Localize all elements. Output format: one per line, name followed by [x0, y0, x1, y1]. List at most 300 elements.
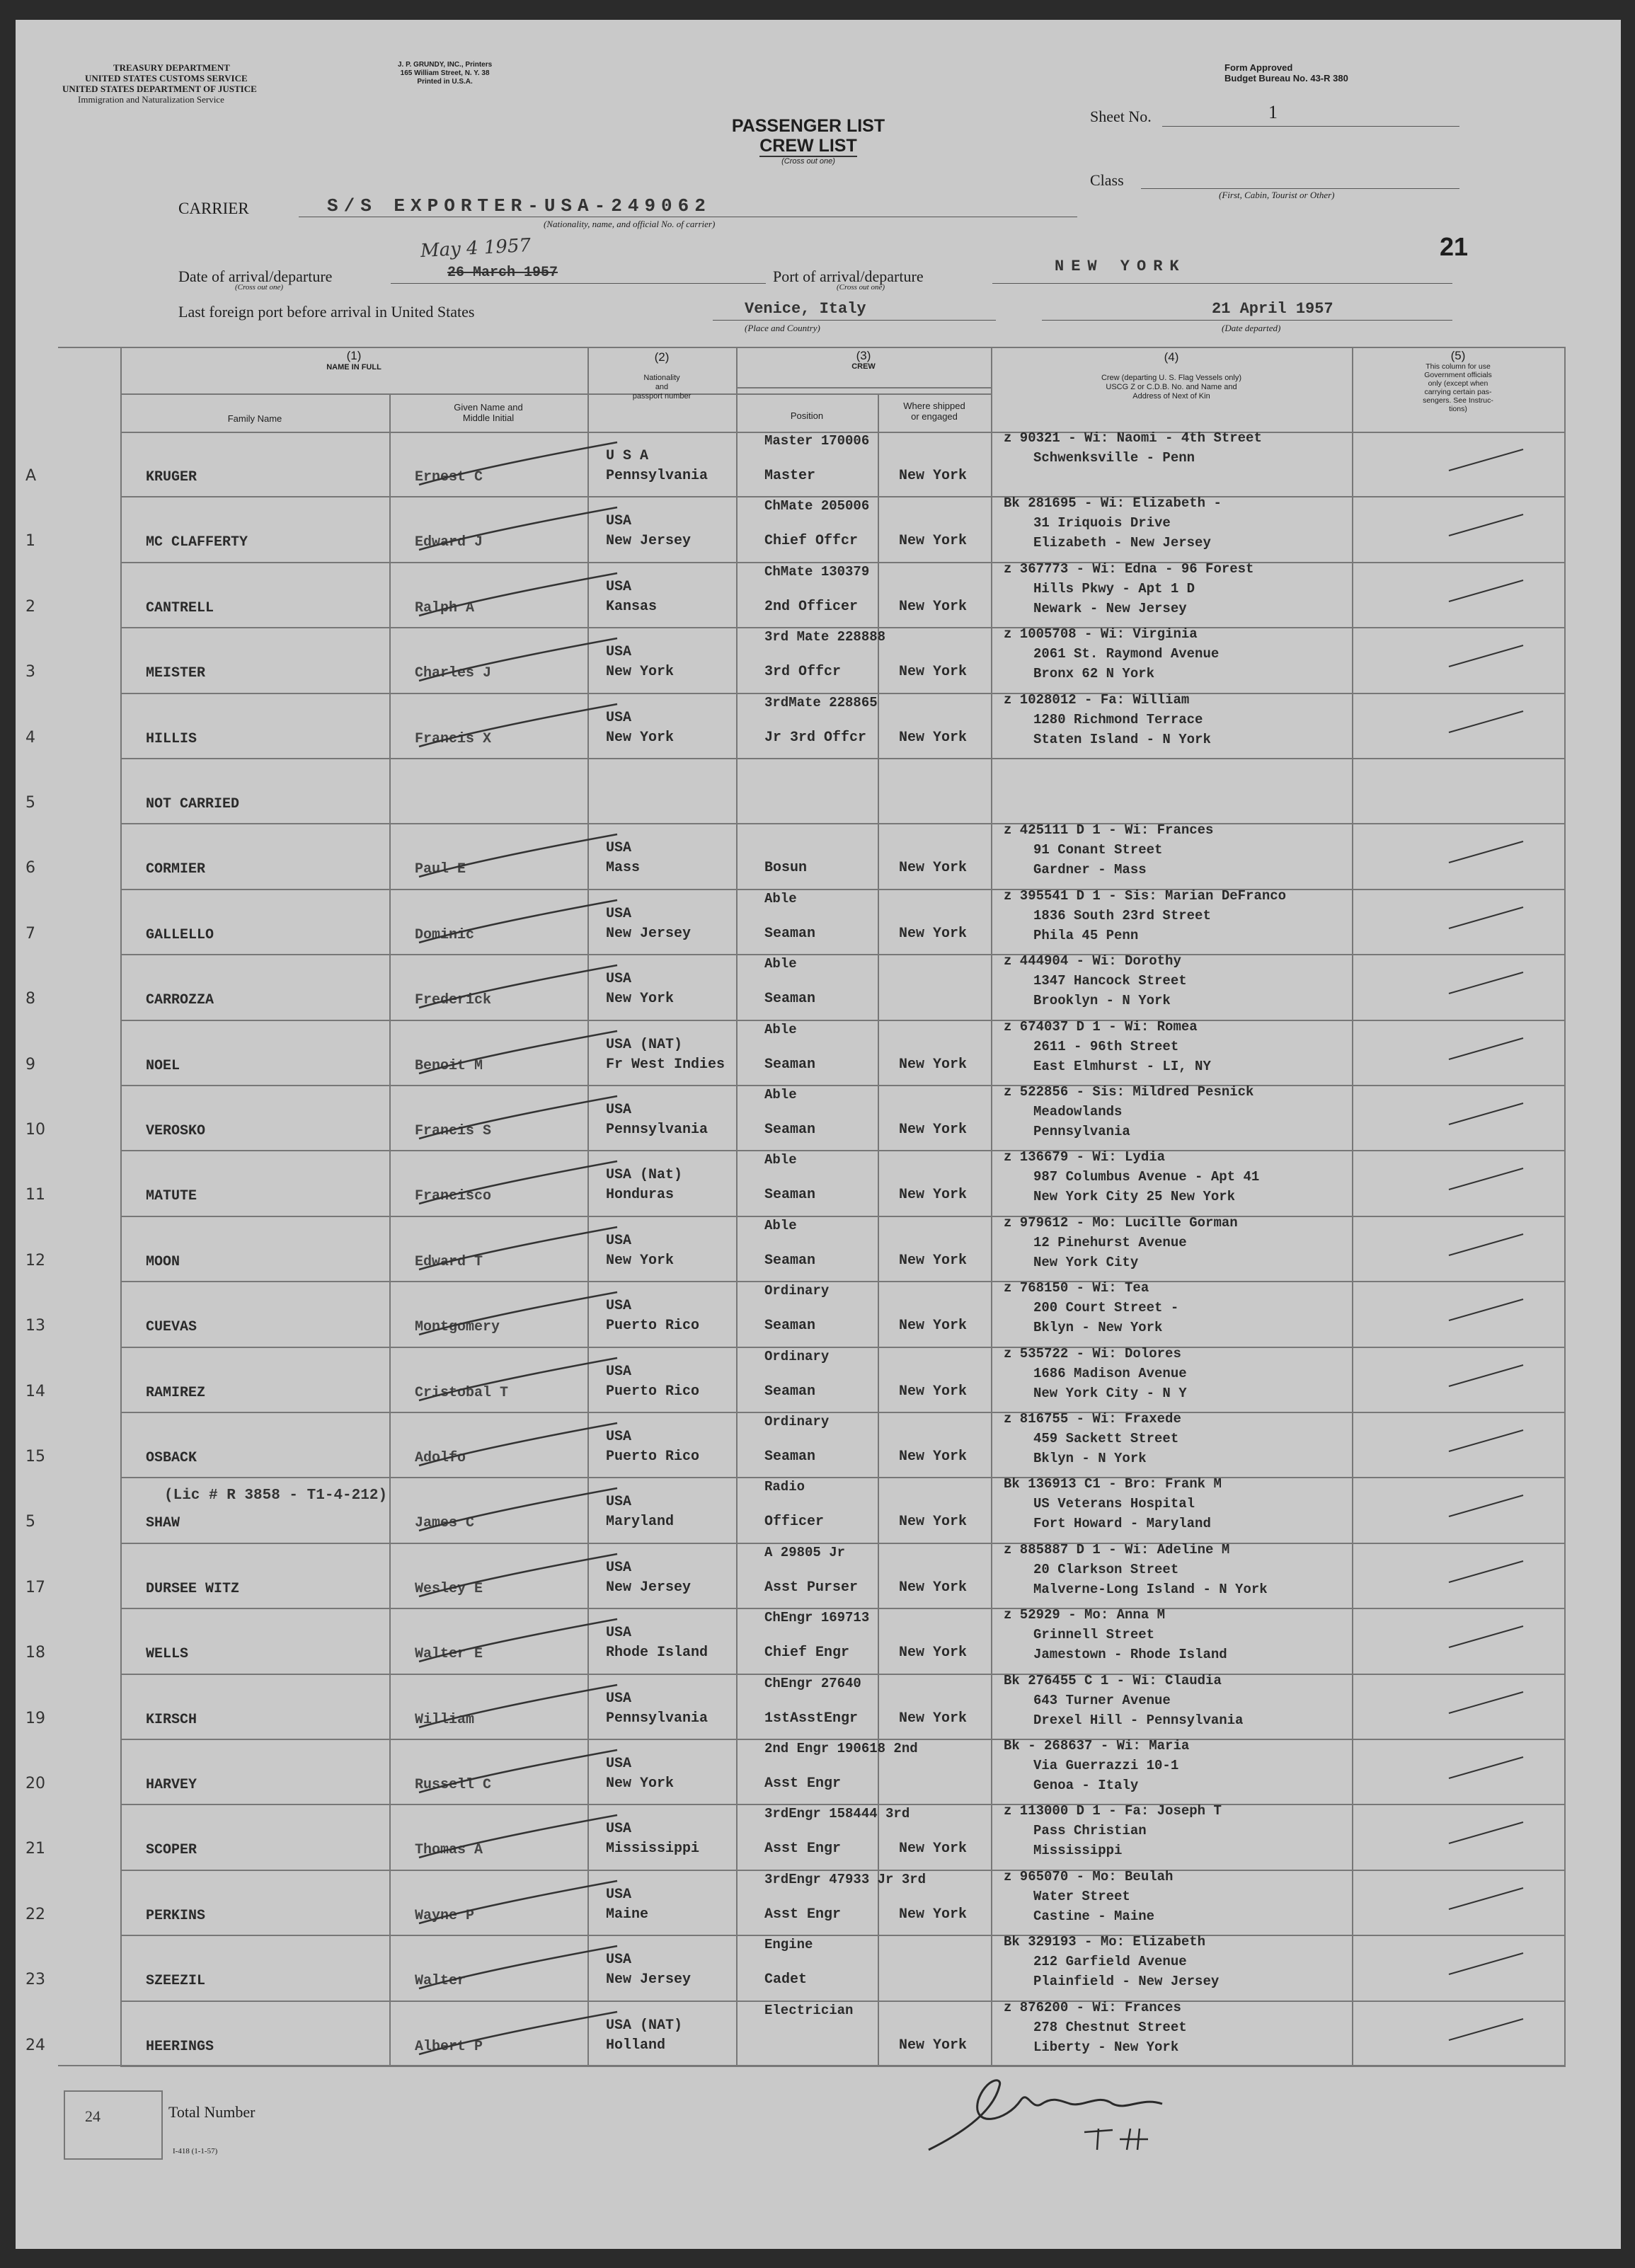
position-rank: Electrician	[764, 2002, 854, 2018]
position-rank: Master 170006	[764, 433, 870, 449]
next-of-kin-1: z 885887 D 1 - Wi: Adeline M	[1004, 1541, 1230, 1558]
sheet-label: Sheet No.	[1090, 108, 1152, 125]
nationality-state: New Jersey	[606, 1579, 692, 1596]
nationality-state: Maine	[606, 1906, 649, 1923]
family-name: NOT CARRIED	[146, 796, 240, 812]
next-of-kin-3: Phila 45 Penn	[1033, 927, 1139, 943]
where-shipped: New York	[899, 1449, 968, 1465]
next-of-kin-2: 200 Court Street -	[1033, 1300, 1179, 1316]
table-row	[16, 955, 1566, 1020]
row-number: A	[25, 467, 37, 485]
table-row	[16, 1543, 1566, 1608]
next-of-kin-3: New York City	[1033, 1254, 1139, 1270]
position-rank: Able	[764, 1021, 797, 1037]
next-of-kin-3: Elizabeth - New Jersey	[1033, 535, 1211, 551]
nationality: USA	[606, 971, 632, 988]
next-of-kin-1: z 535722 - Wi: Dolores	[1004, 1345, 1181, 1362]
next-of-kin-1: z 90321 - Wi: Naomi - 4th Street	[1004, 430, 1262, 446]
title-block	[716, 116, 900, 166]
nationality-state: New Jersey	[606, 533, 692, 550]
given-name: Paul E	[415, 861, 466, 878]
next-of-kin-1: Bk - 268637 - Wi: Maria	[1004, 1738, 1190, 1754]
table-row	[16, 1870, 1566, 1935]
nationality: USA (Nat)	[606, 1167, 683, 1184]
next-of-kin-2: 12 Pinehurst Avenue	[1033, 1234, 1187, 1250]
given-name: Dominic	[415, 926, 475, 943]
next-of-kin-1: z 425111 D 1 - Wi: Frances	[1004, 822, 1214, 839]
where-shipped: New York	[899, 925, 968, 942]
given-name-header	[389, 402, 587, 423]
given-name: Edward J	[415, 534, 483, 551]
shipped-header	[878, 401, 991, 422]
signature	[907, 2072, 1233, 2157]
table-row	[16, 628, 1566, 693]
next-of-kin-2: 2611 - 96th Street	[1033, 1038, 1179, 1054]
official-check-mark	[1445, 1884, 1530, 1913]
next-of-kin-1: z 52929 - Mo: Anna M	[1004, 1607, 1166, 1623]
next-of-kin-3: Staten Island - N York	[1033, 731, 1211, 747]
where-shipped: New York	[899, 1252, 968, 1269]
row-number: 23	[25, 1971, 45, 1989]
family-name: MATUTE	[146, 1188, 197, 1205]
nationality: USA (NAT)	[606, 2017, 683, 2034]
nationality: USA	[606, 1821, 632, 1838]
nationality: USA	[606, 1756, 632, 1772]
position-rank: ChMate 130379	[764, 563, 870, 580]
where-shipped: New York	[899, 664, 968, 681]
next-of-kin-2: 459 Sackett Street	[1033, 1431, 1179, 1446]
nationality: U S A	[606, 448, 649, 464]
next-of-kin-2: 20 Clarkson Street	[1033, 1561, 1179, 1577]
where-shipped: New York	[899, 1906, 968, 1923]
given-name: Russell C	[415, 1777, 492, 1793]
next-of-kin-1: Bk 136913 C1 - Bro: Frank M	[1004, 1476, 1222, 1492]
where-shipped: New York	[899, 533, 968, 550]
name-check-stroke	[412, 635, 624, 684]
next-of-kin-1: z 1005708 - Wi: Virginia	[1004, 626, 1198, 643]
position: Chief Engr	[764, 1645, 850, 1662]
position-rank: Ordinary	[764, 1414, 830, 1429]
row-number: 18	[25, 1644, 45, 1662]
shipped-header-2: or engaged	[911, 411, 958, 422]
name-check-stroke	[412, 1877, 624, 1927]
position: Chief Offcr	[764, 533, 859, 550]
name-check-stroke	[412, 1158, 624, 1207]
next-of-kin-1: z 444904 - Wi: Dorothy	[1004, 953, 1181, 969]
nationality-state: New Jersey	[606, 925, 692, 942]
row-number: 9	[25, 1055, 35, 1073]
name-check-stroke	[412, 701, 624, 750]
next-of-kin-3: Jamestown - Rhode Island	[1033, 1647, 1227, 1663]
title-crew-list: CREW LIST	[759, 136, 857, 156]
nationality-state: Holland	[606, 2037, 666, 2054]
name-check-stroke	[412, 1093, 624, 1142]
col4-title-1: Crew (departing U. S. Flag Vessels only)	[1101, 374, 1242, 382]
next-of-kin-2: Meadowlands	[1033, 1104, 1123, 1119]
row-number: 13	[25, 1317, 45, 1335]
name-check-stroke	[412, 1354, 624, 1404]
position: Asst Purser	[764, 1579, 859, 1596]
position-rank: Radio	[764, 1479, 805, 1495]
form-number: I-418 (1-1-57)	[173, 2147, 218, 2155]
table-row	[16, 1216, 1566, 1282]
family-name: CORMIER	[146, 861, 206, 878]
family-name: MEISTER	[146, 665, 206, 682]
family-name: SHAW	[146, 1515, 180, 1532]
col4-title-2: USCG Z or C.D.B. No. and Name and	[1106, 383, 1237, 391]
col2-num: (2)	[654, 350, 670, 364]
form-approved: Form Approved	[1224, 62, 1293, 73]
shipped-header-1: Where shipped	[903, 401, 965, 411]
official-check-mark	[1445, 1035, 1530, 1063]
table-row	[16, 1804, 1566, 1870]
nationality: USA	[606, 1690, 632, 1707]
nationality: USA	[606, 1559, 632, 1576]
next-of-kin-1: z 979612 - Mo: Lucille Gorman	[1004, 1214, 1238, 1231]
official-check-mark	[1445, 969, 1530, 997]
position: Cadet	[764, 1971, 808, 1988]
next-of-kin-1: z 816755 - Wi: Fraxede	[1004, 1411, 1181, 1427]
official-check-mark	[1445, 511, 1530, 539]
name-check-stroke	[412, 1027, 624, 1077]
next-of-kin-2: 31 Iriquois Drive	[1033, 515, 1171, 531]
col5-num: (5)	[1450, 349, 1466, 362]
next-of-kin-1: z 367773 - Wi: Edna - 96 Forest	[1004, 560, 1254, 577]
given-name: Albert P	[415, 2038, 483, 2055]
position: Master	[764, 468, 816, 484]
where-shipped: New York	[899, 729, 968, 746]
agency-line: UNITED STATES CUSTOMS SERVICE	[85, 73, 248, 84]
nationality: USA	[606, 1232, 632, 1249]
next-of-kin-1: z 674037 D 1 - Wi: Romea	[1004, 1018, 1198, 1035]
table-row	[16, 1608, 1566, 1674]
next-of-kin-3: East Elmhurst - LI, NY	[1033, 1058, 1211, 1074]
position: Seaman	[764, 1383, 816, 1400]
next-of-kin-2: 1347 Hancock Street	[1033, 973, 1187, 989]
next-of-kin-2: US Veterans Hospital	[1033, 1496, 1195, 1512]
given-name: Walter	[415, 1973, 466, 1990]
name-check-stroke	[412, 1746, 624, 1796]
family-name: DURSEE WITZ	[146, 1580, 240, 1597]
next-of-kin-3: Pennsylvania	[1033, 1124, 1130, 1139]
next-of-kin-1: Bk 281695 - Wi: Elizabeth -	[1004, 495, 1222, 512]
last-port-label: Last foreign port before arrival in United States	[178, 303, 475, 321]
family-name: HILLIS	[146, 730, 197, 747]
table-row	[16, 560, 1566, 628]
name-check-stroke	[412, 1812, 624, 1861]
page-number: 21	[1440, 232, 1469, 261]
agency-line: UNITED STATES DEPARTMENT OF JUSTICE	[62, 84, 257, 94]
agency-line: TREASURY DEPARTMENT	[113, 62, 230, 73]
given-name: Wesley E	[415, 1580, 483, 1597]
official-check-mark	[1445, 577, 1530, 605]
row-number: 6	[25, 859, 35, 877]
carrier-note: (Nationality, name, and official No. of carrier)	[544, 219, 716, 229]
nationality-state: Fr West Indies	[606, 1056, 725, 1073]
official-check-mark	[1445, 1558, 1530, 1586]
given-name: Edward T	[415, 1253, 483, 1270]
total-label: Total Number	[168, 2103, 256, 2121]
family-name-header: Family Name	[227, 413, 282, 424]
position: Officer	[764, 1514, 825, 1531]
table-row	[16, 1020, 1566, 1086]
port-label: Port of arrival/departure	[773, 267, 924, 285]
date-note: (Cross out one)	[235, 283, 284, 292]
title-passenger-list: PASSENGER LIST	[731, 116, 885, 136]
nationality-state: Honduras	[606, 1187, 675, 1204]
next-of-kin-2: 278 Chestnut Street	[1033, 2019, 1187, 2035]
position-rank: 3rdMate 228865	[764, 694, 878, 710]
col5-header	[1352, 350, 1564, 413]
next-of-kin-2: 212 Garfield Avenue	[1033, 1954, 1187, 1970]
row-number: 12	[25, 1251, 45, 1270]
table-row	[16, 1151, 1566, 1216]
family-name: VEROSKO	[146, 1123, 206, 1139]
position-rank: Engine	[764, 1937, 813, 1953]
name-check-stroke	[412, 897, 624, 946]
position-rank: Able	[764, 1087, 797, 1103]
next-of-kin-2: 2061 St. Raymond Avenue	[1033, 646, 1220, 662]
col2-title-1: Nationality	[643, 374, 680, 382]
where-shipped: New York	[899, 1710, 968, 1727]
port-value: NEW YORK	[1055, 258, 1186, 275]
nationality: USA	[606, 1494, 632, 1511]
official-check-mark	[1445, 1427, 1530, 1455]
nationality: USA (NAT)	[606, 1036, 683, 1053]
position: Seaman	[764, 1318, 816, 1335]
official-check-mark	[1445, 1100, 1530, 1128]
next-of-kin-2: Water Street	[1033, 1888, 1130, 1904]
given-name: Thomas A	[415, 1842, 483, 1859]
nationality: USA	[606, 840, 632, 857]
name-check-stroke	[412, 504, 624, 553]
family-name: CANTRELL	[146, 599, 214, 616]
where-shipped: New York	[899, 1318, 968, 1335]
row-number: 5	[25, 1513, 35, 1531]
row-number: 7	[25, 924, 35, 943]
row-number: 11	[25, 1186, 45, 1204]
next-of-kin-1: z 768150 - Wi: Tea	[1004, 1280, 1149, 1296]
row-number: 17	[25, 1578, 45, 1596]
official-check-mark	[1445, 904, 1530, 932]
position-rank: Able	[764, 1217, 797, 1233]
position: Seaman	[764, 1449, 816, 1465]
position-rank: Able	[764, 1152, 797, 1168]
row-number: 8	[25, 990, 35, 1008]
next-of-kin-3: New York City - N Y	[1033, 1385, 1187, 1401]
official-check-mark	[1445, 1296, 1530, 1324]
nationality-state: Pennsylvania	[606, 1122, 708, 1138]
position: 1stAsstEngr	[764, 1710, 859, 1727]
given-name: Montgomery	[415, 1319, 500, 1336]
name-check-stroke	[412, 439, 624, 488]
official-check-mark	[1445, 838, 1530, 866]
printer-line: Printed in U.S.A.	[417, 78, 473, 86]
family-name: KIRSCH	[146, 1711, 197, 1728]
official-check-mark	[1445, 1623, 1530, 1651]
official-check-mark	[1445, 446, 1530, 474]
table-row	[16, 1739, 1566, 1804]
budget-bureau: Budget Bureau No. 43-R 380	[1224, 73, 1348, 84]
next-of-kin-2: Grinnell Street	[1033, 1627, 1155, 1643]
nationality-state: New Jersey	[606, 1971, 692, 1988]
last-port-value: Venice, Italy	[745, 300, 866, 318]
family-name: WELLS	[146, 1646, 189, 1663]
family-name: MOON	[146, 1253, 180, 1270]
date-value: 26 March 1957	[447, 265, 558, 281]
total-box	[64, 2090, 163, 2160]
name-check-stroke	[412, 1942, 624, 1992]
col4-header	[991, 350, 1352, 401]
nationality-state: New York	[606, 1252, 675, 1269]
position-rank: 3rd Mate 228888	[764, 629, 886, 645]
port-note: (Cross out one)	[837, 283, 885, 292]
family-name: RAMIREZ	[146, 1384, 206, 1401]
position: Asst Engr	[764, 1906, 842, 1923]
name-check-stroke	[412, 1485, 624, 1534]
col2-header	[587, 350, 736, 401]
table-row	[16, 759, 1566, 824]
next-of-kin-1: Bk 329193 - Mo: Elizabeth	[1004, 1934, 1206, 1950]
given-name: Benoit M	[415, 1057, 483, 1074]
row-number: 22	[25, 1905, 45, 1923]
sheet-value: 1	[1268, 102, 1278, 122]
next-of-kin-3: New York City 25 New York	[1033, 1189, 1236, 1205]
col3-title: CREW	[851, 362, 876, 371]
family-name: CARROZZA	[146, 992, 214, 1009]
given-name: Wayne P	[415, 1907, 475, 1924]
official-check-mark	[1445, 642, 1530, 670]
col5-title-4: carrying certain pas-	[1424, 388, 1492, 396]
next-of-kin-2: Hills Pkwy - Apt 1 D	[1033, 580, 1195, 597]
col1-title: NAME IN FULL	[326, 363, 382, 372]
next-of-kin-3: Gardner - Mass	[1033, 862, 1147, 878]
next-of-kin-3: Newark - New Jersey	[1033, 600, 1187, 616]
given-name: Adolfo	[415, 1450, 466, 1466]
where-shipped: New York	[899, 468, 968, 484]
position-rank: A 29805 Jr	[764, 1544, 846, 1560]
nationality-state: New York	[606, 729, 675, 746]
next-of-kin-3: Liberty - New York	[1033, 2039, 1179, 2055]
row-number: 20	[25, 1775, 45, 1792]
position-rank: Ordinary	[764, 1283, 830, 1299]
official-check-mark	[1445, 1754, 1530, 1782]
family-name: CUEVAS	[146, 1319, 197, 1336]
col2-title-3: passport number	[632, 392, 692, 401]
name-check-stroke	[412, 1224, 624, 1273]
table-row	[16, 693, 1566, 759]
col5-title-2: Government officials	[1424, 371, 1492, 379]
position: Seaman	[764, 1056, 816, 1073]
table-row	[16, 1347, 1566, 1412]
family-name: SZEEZIL	[146, 1973, 206, 1990]
nationality: USA	[606, 905, 632, 922]
row-number: 24	[25, 2036, 45, 2054]
table-row	[16, 824, 1566, 889]
where-shipped: New York	[899, 1187, 968, 1204]
total-value: 24	[85, 2107, 101, 2125]
date-departed-note: (Date departed)	[1222, 323, 1281, 333]
next-of-kin-1: z 965070 - Mo: Beulah	[1004, 1868, 1174, 1884]
name-check-stroke	[412, 962, 624, 1011]
where-shipped: New York	[899, 1056, 968, 1073]
position: Seaman	[764, 1122, 816, 1138]
family-name: KRUGER	[146, 469, 197, 485]
name-check-stroke	[412, 570, 624, 619]
nationality-state: Rhode Island	[606, 1645, 708, 1662]
nationality-state: Puerto Rico	[606, 1318, 700, 1335]
official-check-mark	[1445, 1165, 1530, 1193]
col4-title-3: Address of Next of Kin	[1132, 392, 1210, 401]
date-handwritten: May 4 1957	[420, 234, 532, 263]
table-row	[16, 887, 1566, 955]
printer-line: 165 William Street, N. Y. 38	[400, 69, 490, 77]
next-of-kin-3: Bronx 62 N York	[1033, 666, 1155, 682]
given-name: James C	[415, 1515, 475, 1532]
table-row	[16, 497, 1566, 562]
nationality-state: Mississippi	[606, 1841, 700, 1858]
col1-header	[120, 350, 587, 373]
next-of-kin-1: z 113000 D 1 - Fa: Joseph T	[1004, 1803, 1222, 1819]
family-name: MC CLAFFERTY	[146, 534, 248, 551]
nationality-state: New York	[606, 664, 675, 681]
row-number: 15	[25, 1448, 45, 1466]
next-of-kin-3: Plainfield - New Jersey	[1033, 1974, 1220, 1990]
row-number: 19	[25, 1709, 45, 1727]
next-of-kin-2: Pass Christian	[1033, 1823, 1147, 1839]
nationality: USA	[606, 644, 632, 661]
where-shipped: New York	[899, 860, 968, 877]
position-rank: 2nd Engr 190618 2nd	[764, 1741, 918, 1756]
next-of-kin-1: z 395541 D 1 - Sis: Marian DeFranco	[1004, 887, 1287, 904]
col5-title-6: tions)	[1449, 405, 1467, 413]
carrier-label: CARRIER	[178, 200, 249, 217]
nationality-state: Puerto Rico	[606, 1383, 700, 1400]
agency-line: Immigration and Naturalization Service	[78, 94, 224, 105]
name-check-stroke	[412, 1616, 624, 1665]
name-check-stroke	[412, 1289, 624, 1338]
where-shipped: New York	[899, 2037, 968, 2054]
position-rank: ChEngr 169713	[764, 1610, 870, 1626]
next-of-kin-1: z 1028012 - Fa: William	[1004, 691, 1190, 708]
table-row	[16, 1935, 1566, 2001]
class-label: Class	[1090, 171, 1124, 189]
next-of-kin-1: z 136679 - Wi: Lydia	[1004, 1149, 1166, 1165]
next-of-kin-3: Fort Howard - Maryland	[1033, 1516, 1211, 1532]
nationality-state: Mass	[606, 860, 641, 877]
nationality: USA	[606, 1429, 632, 1445]
position-rank: 3rdEngr 47933 Jr 3rd	[764, 1871, 926, 1887]
given-name: Francis S	[415, 1123, 492, 1139]
next-of-kin-3: Castine - Maine	[1033, 1908, 1155, 1924]
name-check-stroke	[412, 2008, 624, 2058]
col1-num: (1)	[346, 349, 362, 362]
position-rank: ChMate 205006	[764, 498, 870, 514]
position-header: Position	[790, 410, 824, 421]
nationality: USA	[606, 1363, 632, 1380]
col5-title-5: sengers. See Instruc-	[1423, 396, 1493, 405]
nationality-state: New York	[606, 1775, 675, 1792]
next-of-kin-2: 1280 Richmond Terrace	[1033, 711, 1203, 727]
official-check-mark	[1445, 1231, 1530, 1259]
given-name: Charles J	[415, 665, 492, 682]
next-of-kin-3: Malverne-Long Island - N York	[1033, 1581, 1268, 1597]
position-rank: Able	[764, 956, 797, 972]
official-check-mark	[1445, 708, 1530, 736]
license-annotation: (Lic # R 3858 - T1-4-212)	[164, 1487, 388, 1504]
given-name: Ralph A	[415, 599, 475, 616]
nationality: USA	[606, 1625, 632, 1642]
